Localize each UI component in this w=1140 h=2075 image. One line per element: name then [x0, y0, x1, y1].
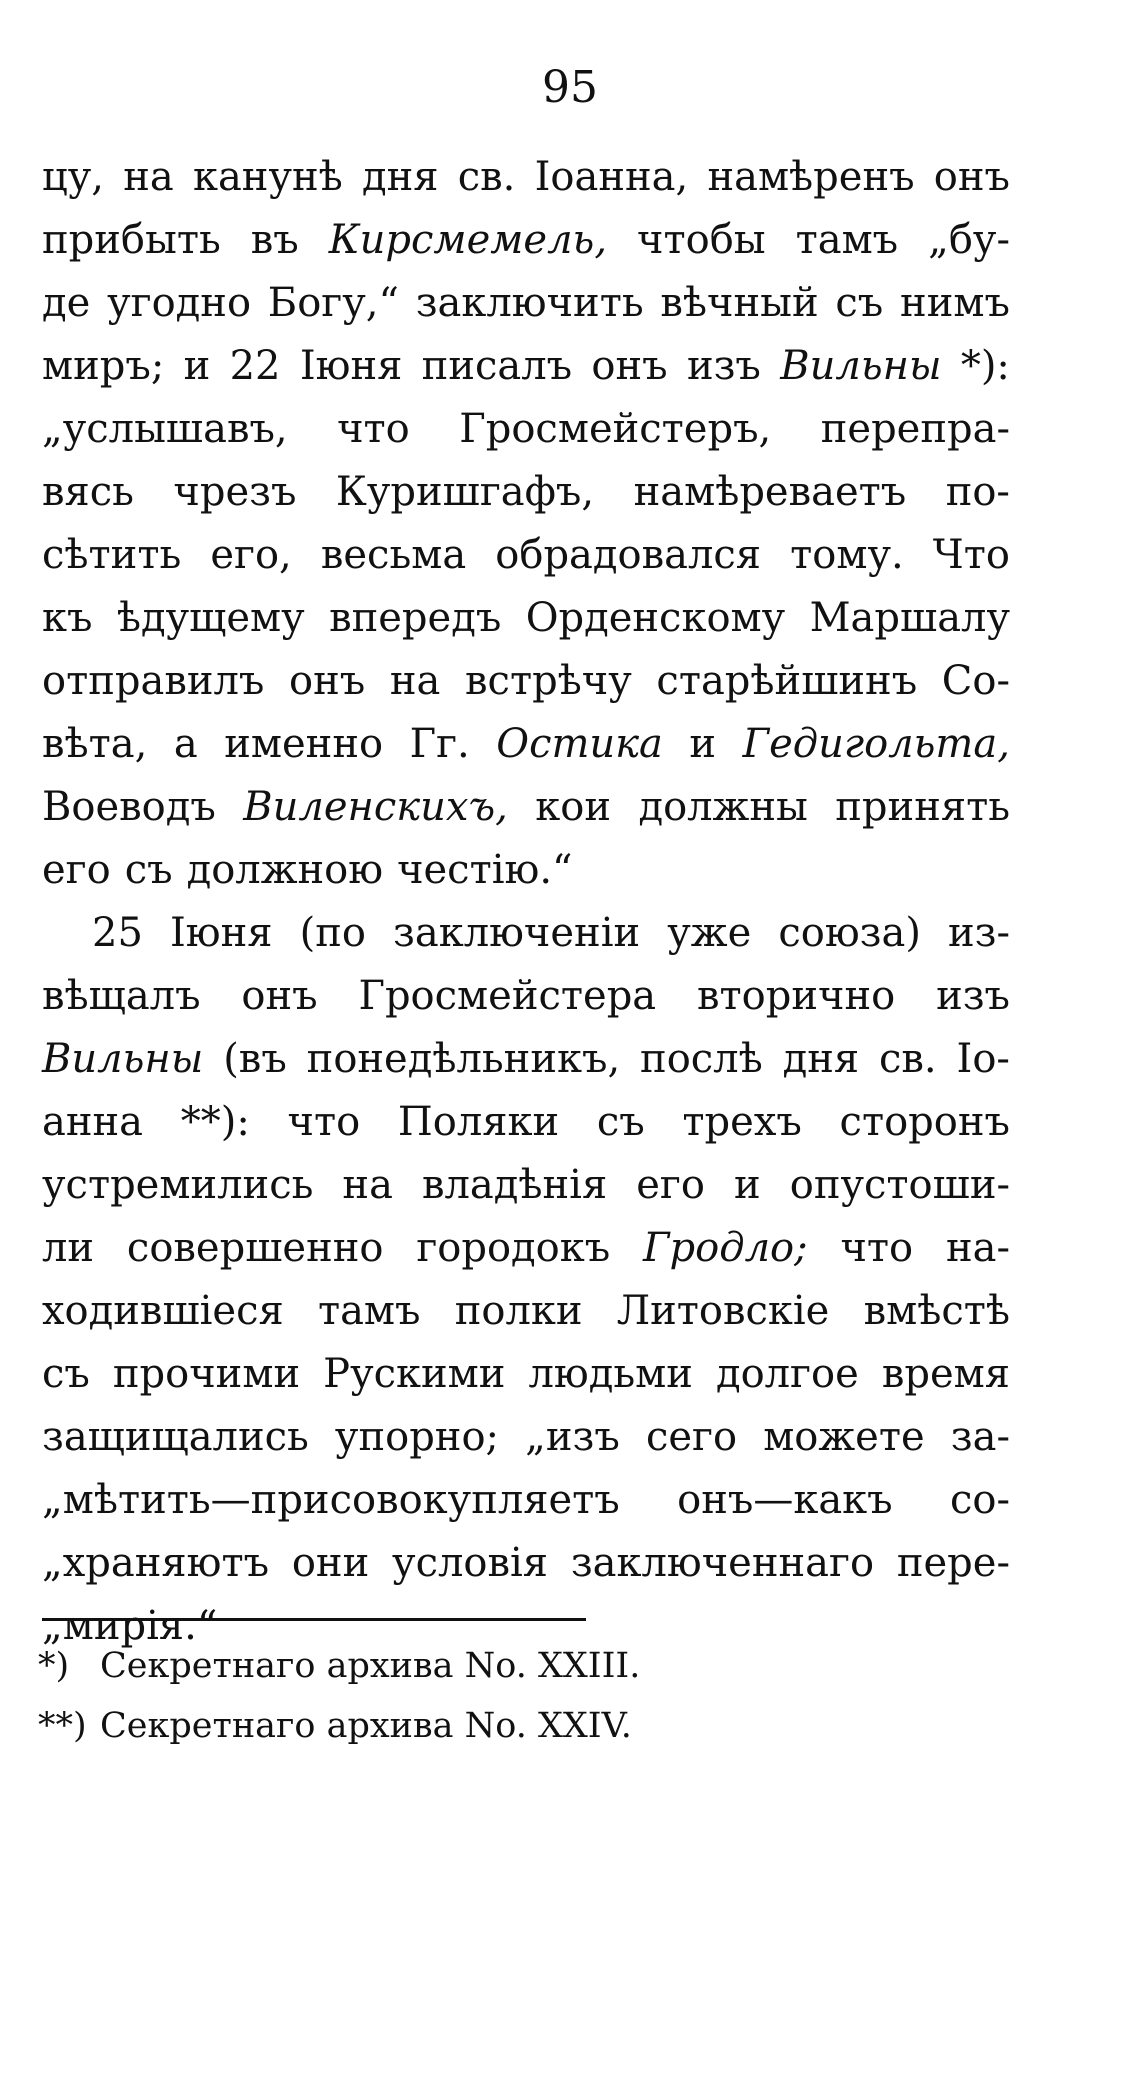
word: ли	[42, 1225, 95, 1271]
word: уже	[667, 910, 752, 956]
word: Со-	[941, 658, 1010, 704]
word: Воеводъ	[42, 784, 216, 830]
word: что	[840, 1225, 914, 1271]
word: Куришгафъ,	[335, 469, 595, 515]
word: должною	[186, 847, 384, 893]
word: онъ	[289, 658, 366, 704]
footnote-rule	[42, 1618, 586, 1621]
word: Богу,“	[267, 280, 399, 326]
word: „мирія.“	[42, 1603, 218, 1649]
word: на	[389, 658, 441, 704]
word: весьма	[320, 532, 467, 578]
word: дня	[782, 1036, 860, 1082]
footnote-mark: **)	[38, 1706, 87, 1746]
word: онъ—какъ	[677, 1477, 893, 1523]
word: Гросмейстера	[358, 973, 657, 1019]
word: заключить	[415, 280, 644, 326]
text-line	[42, 1532, 1010, 1595]
word: устремились	[42, 1162, 314, 1208]
word: „храняютъ	[42, 1540, 270, 1586]
text-line	[42, 965, 1010, 1028]
text-line	[42, 1028, 1010, 1091]
word: должны	[638, 784, 808, 830]
footnote	[38, 1636, 1018, 1696]
word: на-	[945, 1225, 1010, 1271]
word: совершенно	[126, 1225, 384, 1271]
text-line	[42, 335, 1010, 398]
word: Орденскому	[525, 595, 786, 641]
text-line	[42, 1343, 1010, 1406]
word: чрезъ	[173, 469, 297, 515]
word: св.	[457, 154, 516, 200]
word: отправилъ	[42, 658, 265, 704]
word: вѣта,	[42, 721, 148, 767]
text-line	[42, 1469, 1010, 1532]
word: тамъ	[795, 217, 899, 263]
word: „бу-	[928, 217, 1010, 263]
footnote-mark: *)	[38, 1646, 70, 1686]
word: писалъ	[421, 343, 573, 389]
word: владѣнія	[421, 1162, 608, 1208]
word: время	[881, 1351, 1010, 1397]
word: его	[636, 1162, 705, 1208]
word: союза)	[778, 910, 921, 956]
word: его,	[210, 532, 292, 578]
word: сторонъ	[839, 1099, 1010, 1145]
word: Что	[932, 532, 1010, 578]
word: вторично	[697, 973, 896, 1019]
word: условія	[392, 1540, 549, 1586]
footnotes	[38, 1636, 1018, 1756]
word: упорно;	[334, 1414, 500, 1460]
footnote-text: Секретнаго архива No. XXIV.	[100, 1706, 632, 1746]
word: защищались	[42, 1414, 309, 1460]
word: *):	[960, 343, 1010, 389]
text-line	[42, 1154, 1010, 1217]
word: городокъ	[416, 1225, 611, 1271]
word: де	[42, 280, 91, 326]
word: съ	[124, 847, 173, 893]
word: „изъ	[525, 1414, 620, 1460]
word: со-	[949, 1477, 1010, 1523]
word: из-	[948, 910, 1010, 956]
word: и	[689, 721, 717, 767]
word: намѣренъ	[707, 154, 915, 200]
word: намѣреваетъ	[633, 469, 907, 515]
footnote-text: Секретнаго архива No. XXIII.	[100, 1646, 641, 1686]
word: что	[287, 1099, 361, 1145]
word: полки	[454, 1288, 583, 1334]
word: 25	[92, 910, 143, 956]
word: сего	[645, 1414, 738, 1460]
text-line	[42, 587, 1010, 650]
word: на	[123, 154, 174, 200]
word: Виленскихъ,	[243, 784, 508, 830]
word: ходившіеся	[42, 1288, 284, 1334]
text-line	[42, 839, 1010, 902]
word: понедѣльникъ,	[306, 1036, 621, 1082]
word: Іоанна,	[534, 154, 689, 200]
word: канунѣ	[192, 154, 343, 200]
word: за-	[950, 1414, 1010, 1460]
word: (по	[299, 910, 366, 956]
word: пере-	[896, 1540, 1010, 1586]
word: „мѣтить—присовокупляетъ	[42, 1477, 620, 1523]
word: изъ	[686, 343, 761, 389]
word: и	[183, 343, 211, 389]
word: опустоши-	[789, 1162, 1010, 1208]
text-line	[42, 902, 1010, 965]
text-line	[42, 650, 1010, 713]
word: заключеннаго	[570, 1540, 875, 1586]
word: заключеніи	[393, 910, 641, 956]
word: Вильны	[780, 343, 942, 389]
word: кои	[535, 784, 612, 830]
body-text	[42, 146, 1010, 1658]
word: встрѣчу	[465, 658, 632, 704]
word: „услышавъ,	[42, 406, 288, 452]
word: онъ	[591, 343, 668, 389]
word: съ	[42, 1351, 90, 1397]
text-line	[42, 524, 1010, 587]
word: его	[42, 847, 111, 893]
word: людьми	[528, 1351, 693, 1397]
footnote	[38, 1696, 1018, 1756]
word: можете	[763, 1414, 925, 1460]
word: что	[337, 406, 410, 452]
text-line	[42, 1217, 1010, 1280]
word: Гродло;	[643, 1225, 808, 1271]
word: вѣчный	[660, 280, 819, 326]
word: ѣдущему	[116, 595, 305, 641]
word: онъ	[933, 154, 1010, 200]
word: принять	[835, 784, 1010, 830]
text-line	[42, 146, 1010, 209]
word: долгое	[715, 1351, 859, 1397]
word: Маршалу	[809, 595, 1010, 641]
word: трехъ	[682, 1099, 802, 1145]
word: а	[173, 721, 198, 767]
word: анна	[42, 1099, 144, 1145]
page-number: 95	[542, 62, 598, 113]
word: на	[342, 1162, 393, 1208]
word: св.	[879, 1036, 937, 1082]
word: угодно	[107, 280, 252, 326]
word: цу,	[42, 154, 104, 200]
word: съ	[835, 280, 884, 326]
word: тому.	[790, 532, 904, 578]
text-line	[42, 461, 1010, 524]
word: прибыть	[42, 217, 221, 263]
word: Іюня	[299, 343, 403, 389]
word: вмѣстѣ	[863, 1288, 1010, 1334]
word: Рускими	[323, 1351, 506, 1397]
word: Вильны	[42, 1036, 204, 1082]
word: прочими	[112, 1351, 301, 1397]
word: впередъ	[329, 595, 502, 641]
word: Гедигольта,	[742, 721, 1010, 767]
word: миръ;	[42, 343, 165, 389]
word: Іо-	[956, 1036, 1010, 1082]
text-line	[42, 713, 1010, 776]
word: Кирсмемель,	[328, 217, 608, 263]
word: именно	[224, 721, 384, 767]
text-line	[42, 398, 1010, 461]
word: Литовскіе	[616, 1288, 830, 1334]
word: вѣщалъ	[42, 973, 201, 1019]
word: старѣйшинъ	[656, 658, 918, 704]
text-line	[42, 209, 1010, 272]
word: обрадовался	[495, 532, 762, 578]
word: сѣтить	[42, 532, 182, 578]
text-line	[42, 776, 1010, 839]
word: перепра-	[820, 406, 1010, 452]
word: честію.“	[397, 847, 573, 893]
text-line	[42, 1406, 1010, 1469]
word: **):	[180, 1099, 250, 1145]
word: и	[734, 1162, 761, 1208]
word: съ	[596, 1099, 645, 1145]
word: къ	[42, 595, 93, 641]
word: нимъ	[900, 280, 1010, 326]
word: Остика	[496, 721, 663, 767]
word: вясь	[42, 469, 134, 515]
word: (въ	[223, 1036, 287, 1082]
text-line	[42, 272, 1010, 335]
text-line	[42, 1091, 1010, 1154]
word: послѣ	[640, 1036, 763, 1082]
word: дня	[361, 154, 439, 200]
word: изъ	[936, 973, 1010, 1019]
word: по-	[945, 469, 1010, 515]
word: онъ	[241, 973, 318, 1019]
word: Гросмейстеръ,	[459, 406, 772, 452]
word: они	[291, 1540, 370, 1586]
word: въ	[250, 217, 299, 263]
word: Іюня	[169, 910, 273, 956]
word: тамъ	[317, 1288, 421, 1334]
word: чтобы	[637, 217, 766, 263]
word: Поляки	[397, 1099, 560, 1145]
word: 22	[229, 343, 281, 389]
word: Гг.	[409, 721, 470, 767]
text-line	[42, 1280, 1010, 1343]
